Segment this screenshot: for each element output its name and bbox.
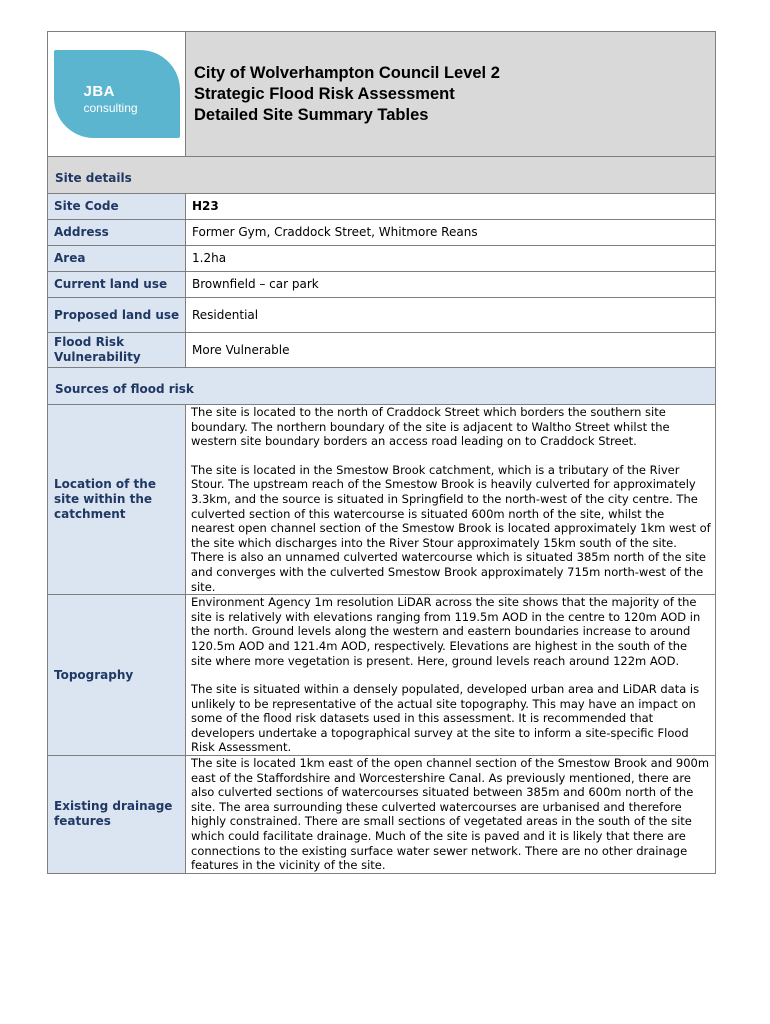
site-summary-table [47, 31, 716, 874]
location-paragraph-2: The site is located in the Smestow Brook catchment, which is a tributary of the River Stour. The upstream reach of the Smestow Brook is heavily culverted for approximately 3.3km, and the source is situated in Springfield to the north-west of the city centre. The culverted section of this watercourse is situated 600m north of the site, whilst the nearest open channel section of the Smestow Brook is located approximately 1km west of the site which discharges into the River Stour approximately 15km south of the site. There is also an unnamed culverted watercourse which is situated 385m north of the site and converges with the culverted Smestow Brook approximately 715m north-west of the site. [191, 462, 711, 594]
proposed-land-use-label-text: Proposed land use [54, 307, 180, 322]
proposed-land-use-value [186, 298, 716, 333]
topography-paragraph-1: Environment Agency 1m resolution LiDAR across the site shows that the majority of the site is relatively with elevations ranging from 119.5m AOD in the centre to 120m AOD in the north. Ground levels along the western and eastern boundaries increase to around 120.5m AOD and 121.4m AOD, respectively. Elevations are highest in the south of the site where more vegetation is present. Here, ground levels reach around 122m AOD. [191, 595, 701, 668]
current-land-use-value [186, 272, 716, 298]
title-line-3: Detailed Site Summary Tables [194, 105, 429, 124]
sources-heading [48, 368, 716, 405]
flood-risk-vulnerability-value [186, 333, 716, 368]
proposed-land-use-value-text: Residential [192, 307, 259, 322]
site-code-value-text: H23 [192, 199, 219, 213]
proposed-land-use-label [48, 298, 186, 333]
area-label [48, 246, 186, 272]
topography-row [48, 595, 716, 756]
proposed-land-use-row [48, 298, 716, 333]
drainage-row [48, 756, 716, 874]
flood-risk-vulnerability-row [48, 333, 716, 368]
address-row [48, 220, 716, 246]
area-label-text: Area [54, 251, 86, 265]
title-line-2: Strategic Flood Risk Assessment [194, 84, 455, 103]
logo-text-jba: JBA [83, 83, 116, 100]
sources-heading-row [48, 368, 716, 405]
site-code-label [48, 194, 186, 220]
site-code-row [48, 194, 716, 220]
logo-cell [48, 32, 186, 157]
location-row [48, 405, 716, 595]
topography-paragraph-2: The site is situated within a densely populated, developed urban area and LiDAR data is unlikely to be representative of the actual site topography. This may have an impact on some of the flood risk datasets used in this assessment. It is recommended that developers undertake a topographical survey at the site to inform a site-specific Flood Risk Assessment. [191, 682, 700, 755]
title-line-1: City of Wolverhampton Council Level 2 [194, 63, 500, 82]
drainage-value [186, 756, 716, 874]
address-label [48, 220, 186, 246]
topography-label [48, 595, 186, 756]
address-value-text: Former Gym, Craddock Street, Whitmore Reans [192, 225, 478, 239]
flood-risk-vulnerability-label [48, 333, 186, 368]
current-land-use-label-text: Current land use [54, 277, 168, 291]
drainage-paragraph-1: The site is located 1km east of the open channel section of the Smestow Brook and 900m east of the Staffordshire and Worcestershire Canal. As previously mentioned, there are also culverted sections of watercourses situated between 385m and 600m north of the site. The area surrounding these culverted watercourses are urbanised and therefore highly constrained. There are small sections of vegetated areas in the south of the site which could facilitate drainage. Much of the site is paved and it is likely that there are connections to the existing surface water sewer network. There are no other drainage features in the vicinity of the site. [191, 756, 710, 873]
drainage-label [48, 756, 186, 874]
area-value [186, 246, 716, 272]
area-value-text: 1.2ha [192, 251, 227, 265]
location-label-text: Location of the site within the catchment [54, 477, 156, 522]
drainage-label-text: Existing drainage features [54, 799, 173, 829]
current-land-use-value-text: Brownfield – car park [192, 277, 319, 291]
flood-risk-vulnerability-value-text: More Vulnerable [192, 342, 290, 357]
header-row [48, 32, 716, 157]
logo-text-consulting: consulting [83, 101, 138, 115]
location-paragraph-1: The site is located to the north of Craddock Street which borders the southern site boundary. The northern boundary of the site is adjacent to Waltho Street whilst the western site boundary borders an access road leading on to Craddock Street. [191, 405, 670, 449]
document-title [186, 32, 716, 157]
topography-label-text: Topography [54, 667, 134, 682]
sources-heading-text: Sources of flood risk [55, 382, 194, 396]
flood-risk-vulnerability-label-text: Flood Risk Vulnerability [54, 335, 141, 364]
address-value [186, 220, 716, 246]
site-details-heading-row [48, 157, 716, 194]
current-land-use-label [48, 272, 186, 298]
site-code-label-text: Site Code [54, 199, 119, 213]
current-land-use-row [48, 272, 716, 298]
site-details-heading [48, 157, 716, 194]
topography-value [186, 595, 716, 756]
site-code-value [186, 194, 716, 220]
location-value [186, 405, 716, 595]
address-label-text: Address [54, 225, 109, 239]
area-row [48, 246, 716, 272]
location-label [48, 405, 186, 595]
jba-logo [54, 50, 180, 138]
site-details-heading-text: Site details [55, 171, 132, 185]
